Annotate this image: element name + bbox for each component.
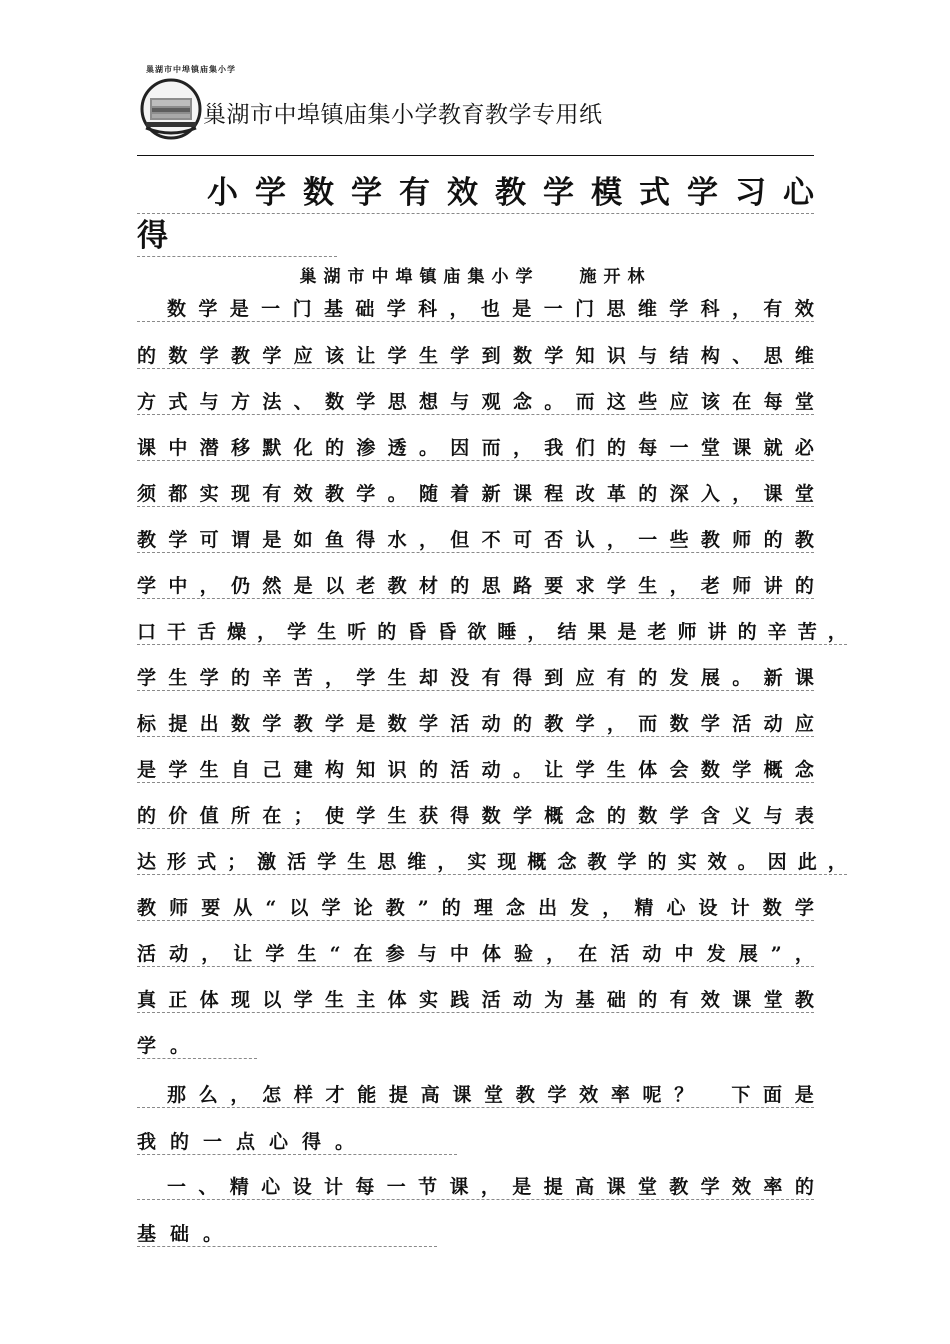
- body-line: 课 中 潜 移 默 化 的 渗 透 。 因 而 ， 我 们 的 每 一 堂 课 就 必: [137, 430, 814, 461]
- byline: [137, 262, 814, 286]
- body-line: 活 动 ， 让 学 生 “ 在 参 与 中 体 验 ， 在 活 动 中 发 展 ” ，: [137, 936, 814, 967]
- body-line: 的 价 值 所 在 ； 使 学 生 获 得 数 学 概 念 的 数 学 含 义 与 表: [137, 798, 814, 829]
- body-line: 学 生 学 的 辛 苦 ， 学 生 却 没 有 得 到 应 有 的 发 展 。 新 课: [137, 660, 814, 691]
- letterhead-title: 巢湖市中埠镇庙集小学教育教学专用纸: [203, 102, 603, 128]
- seal-caption: 巢湖市中埠镇庙集小学: [146, 64, 236, 74]
- body-line: 我的一点心得。: [137, 1124, 457, 1155]
- body-line: 方 式 与 方 法 、 数 学 思 想 与 观 念 。 而 这 些 应 该 在 每 堂: [137, 384, 814, 415]
- article-title-line-2: 得: [137, 212, 337, 257]
- body-line: 标 提 出 数 学 教 学 是 数 学 活 动 的 教 学 ， 而 数 学 活 动 应: [137, 706, 814, 737]
- body-line: 须 都 实 现 有 效 教 学 。 随 着 新 课 程 改 革 的 深 入 ， 课 堂: [137, 476, 814, 507]
- byline-author: 施开林: [579, 267, 652, 287]
- article-title-line-1: 小 学 数 学 有 效 教 学 模 式 学 习 心: [137, 170, 814, 214]
- body-line: 口 干 舌 燥 ， 学 生 听 的 昏 昏 欲 睡 ， 结 果 是 老 师 讲 的 辛 苦 ，: [137, 614, 847, 645]
- body-line: 基础。: [137, 1216, 437, 1247]
- body-line: 那 么 ， 怎 样 才 能 提 高 课 堂 教 学 效 率 呢 ？ 下 面 是: [137, 1078, 814, 1108]
- body-line: 学 中 ， 仍 然 是 以 老 教 材 的 思 路 要 求 学 生 ， 老 师 讲 的: [137, 568, 814, 599]
- school-seal-logo: [140, 78, 202, 140]
- body-line: 数 学 是 一 门 基 础 学 科 ， 也 是 一 门 思 维 学 科 ， 有 效: [137, 292, 814, 322]
- body-line: 一 、 精 心 设 计 每 一 节 课 ， 是 提 高 课 堂 教 学 效 率 的: [137, 1170, 814, 1200]
- body-line: 真 正 体 现 以 学 生 主 体 实 践 活 动 为 基 础 的 有 效 课 堂 教: [137, 982, 814, 1013]
- body-line: 学。: [137, 1028, 257, 1059]
- body-line: 教 师 要 从 “ 以 学 论 教 ” 的 理 念 出 发 ， 精 心 设 计 数 学: [137, 890, 814, 921]
- header-divider: [137, 155, 814, 156]
- body-line: 达 形 式 ； 激 活 学 生 思 维 ， 实 现 概 念 教 学 的 实 效 。 因 此 ，: [137, 844, 847, 875]
- body-line: 是 学 生 自 己 建 构 知 识 的 活 动 。 让 学 生 体 会 数 学 概 念: [137, 752, 814, 783]
- byline-school: 巢湖市中埠镇庙集小学: [299, 267, 540, 287]
- body-line: 的 数 学 教 学 应 该 让 学 生 学 到 数 学 知 识 与 结 构 、 思 维: [137, 338, 814, 369]
- body-line: 教 学 可 谓 是 如 鱼 得 水 ， 但 不 可 否 认 ， 一 些 教 师 的 教: [137, 522, 814, 553]
